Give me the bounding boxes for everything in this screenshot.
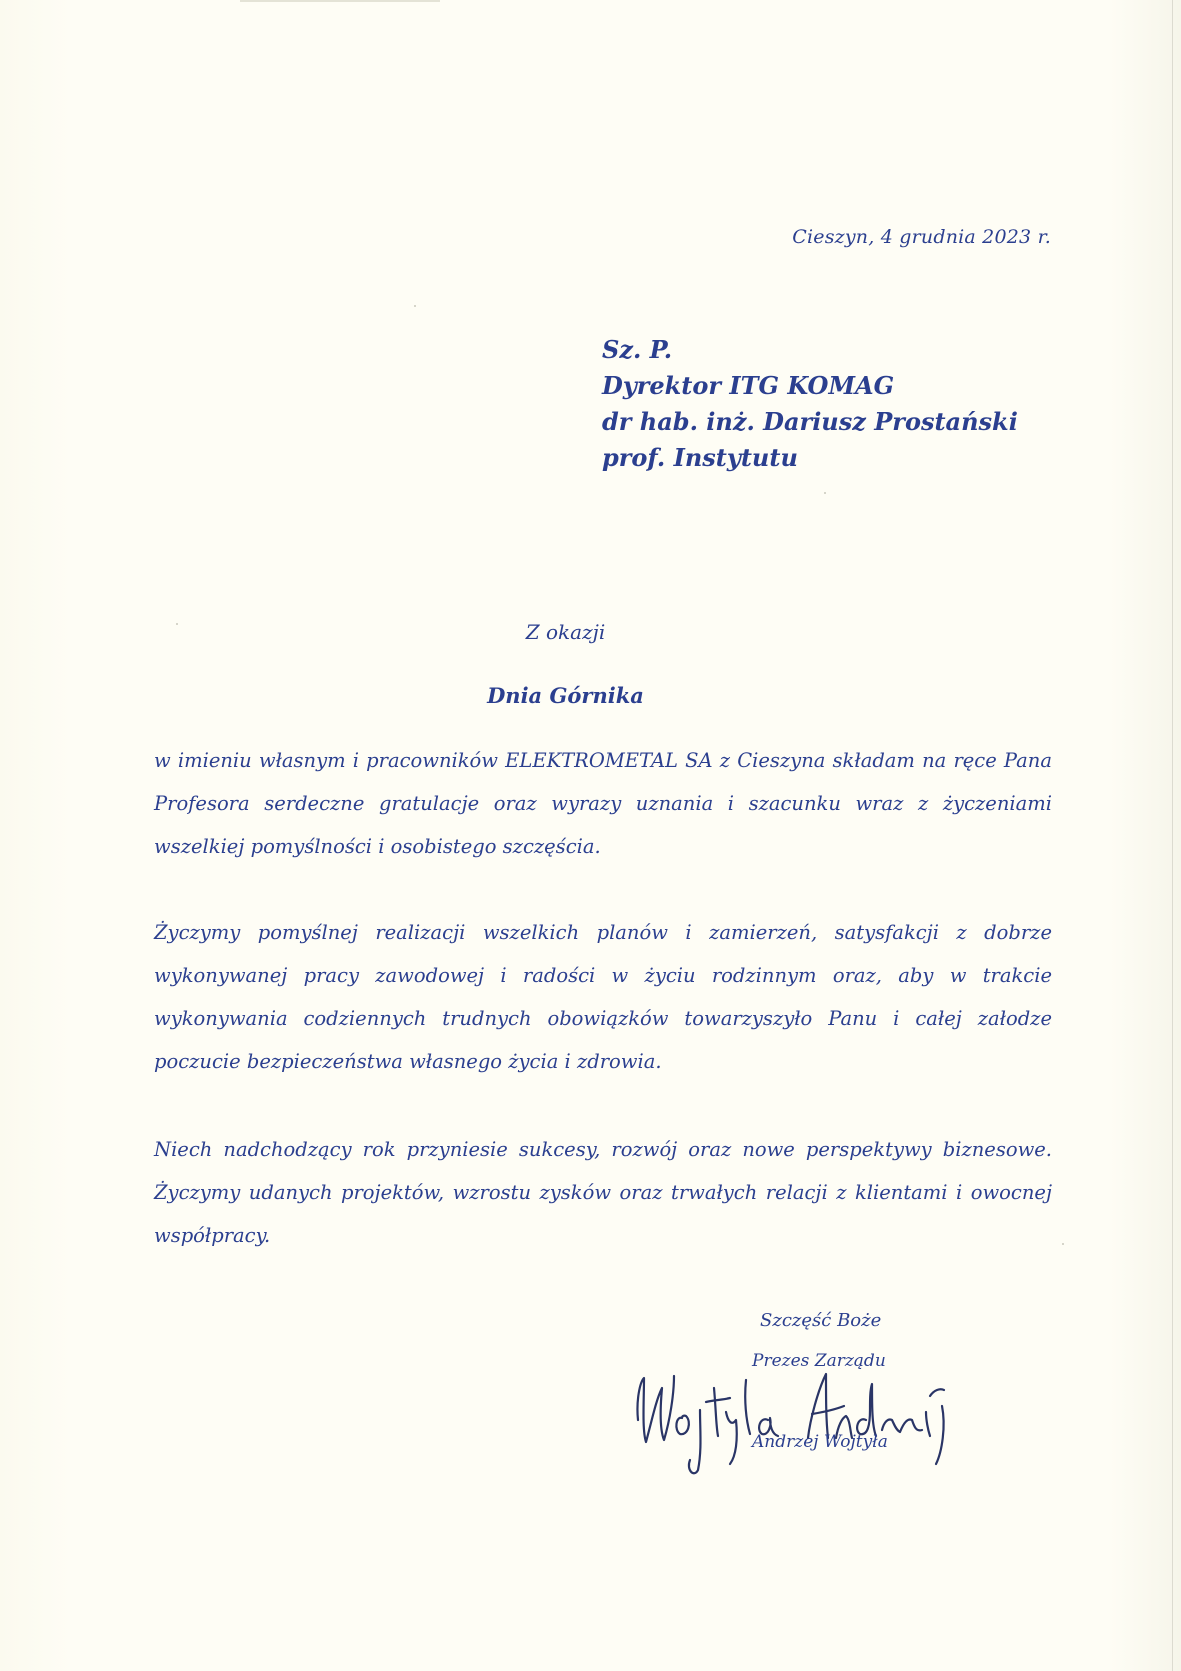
recipient-address bbox=[602, 332, 1018, 476]
recipient-position: Dyrektor ITG KOMAG bbox=[602, 371, 895, 400]
body-paragraph-2: Życzymy pomyślnej realizacji wszelkich planów i zamierzeń, satysfakcji z dobrze wykonywanej pracy zawodowej i radości w życiu rodzinnym oraz, aby w trakcie wykonywania codziennych trudnych obowiązków towarzyszyło Panu i całej załodze poczucie bezpieczeństwa własnego życia i zdrowia. bbox=[154, 921, 1052, 1073]
paper-speck bbox=[1062, 1243, 1064, 1245]
paper-speck bbox=[414, 305, 416, 307]
signatory-name: Andrzej Wojtyła bbox=[752, 1432, 888, 1452]
place-and-date: Cieszyn, 4 grudnia 2023 r. bbox=[792, 226, 1051, 248]
closing-greeting: Szczęść Boże bbox=[760, 1310, 882, 1331]
handwritten-signature bbox=[630, 1360, 990, 1480]
recipient-name: dr hab. inż. Dariusz Prostański bbox=[602, 407, 1018, 436]
signatory-role: Prezes Zarządu bbox=[752, 1351, 886, 1371]
recipient-salutation: Sz. P. bbox=[602, 335, 673, 364]
paper-speck bbox=[824, 492, 826, 494]
body-paragraph-1: w imieniu własnym i pracowników ELEKTROMETAL SA z Cieszyna składam na ręce Pana Profesora serdeczne gratulacje oraz wyrazy uznania i szacunku wraz z życzeniami wszelkiej pomyślności i osobistego szczęścia. bbox=[154, 749, 1052, 858]
occasion-title: Dnia Górnika bbox=[487, 683, 644, 708]
recipient-title: prof. Instytutu bbox=[602, 443, 798, 472]
page-edge-right bbox=[1172, 0, 1173, 1671]
occasion-lead: Z okazji bbox=[525, 620, 606, 644]
page-edge-top bbox=[240, 0, 440, 2]
body-paragraph-3: Niech nadchodzący rok przyniesie sukcesy, rozwój oraz nowe perspektywy biznesowe. Życzymy udanych projektów, wzrostu zysków oraz trwałych relacji z klientami i owocnej współpracy. bbox=[154, 1138, 1052, 1247]
